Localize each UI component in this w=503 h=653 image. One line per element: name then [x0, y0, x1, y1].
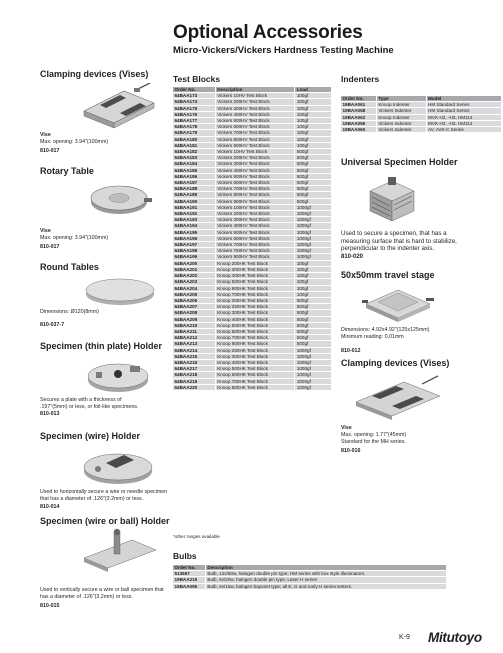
- page-number: K-9: [399, 634, 410, 641]
- table-cell: Knoop 500HK Test Block: [215, 366, 295, 372]
- table-row: [173, 372, 332, 378]
- table-cell: 64BAA212: [173, 335, 216, 341]
- table-row: [173, 192, 332, 198]
- vise-image: [80, 83, 158, 129]
- table-cell: 64BAA194: [173, 223, 216, 229]
- vises-label: Vise: [341, 425, 352, 431]
- table-cell: HM Standard Series: [426, 102, 501, 108]
- table-row: [173, 285, 332, 291]
- table-cell: Knoop 500HK Test Block: [215, 322, 295, 328]
- table-cell: AV, AVK-C Series: [426, 127, 501, 133]
- table-row: [173, 279, 332, 285]
- table-cell: Knoop 300HK Test Block: [215, 310, 295, 316]
- table-cell: 100gf: [295, 124, 332, 130]
- table-cell: 100gf: [295, 93, 332, 99]
- vises-desc: [341, 425, 406, 446]
- thin-heading: Specimen (thin plate) Holder: [40, 341, 163, 351]
- table-cell: 64BAA183: [173, 155, 216, 161]
- table-cell: 64BAA211: [173, 328, 216, 334]
- table-cell: Bulb, 6v/15w, halogen bayonet type; all E, G and early H series testers.: [205, 583, 446, 589]
- table-cell: Knoop 700HK Test Block: [215, 291, 295, 297]
- table-cell: 100gf: [295, 136, 332, 142]
- clamping-desc: [40, 132, 108, 146]
- table-cell: Knoop 600HK Test Block: [215, 372, 295, 378]
- thin-desc: [40, 397, 138, 411]
- table-cell: 64BAA202: [173, 273, 216, 279]
- table-cell: Knoop 800HK Test Block: [215, 384, 295, 390]
- table-cell: HM Standard Series: [426, 108, 501, 114]
- table-row: [173, 322, 332, 328]
- table-cell: 64BAA203: [173, 279, 216, 285]
- table-cell: 64BAA214: [173, 347, 216, 353]
- table-row: [173, 111, 332, 117]
- table-cell: Vickers 700HV Test Block: [215, 242, 295, 248]
- clamping-code: 810-017: [40, 148, 60, 154]
- table-cell: Knoop 700HK Test Block: [215, 335, 295, 341]
- table-cell: Vickers 700HV Test Block: [215, 186, 295, 192]
- stage-dimensions: Dimensions: 4.92x4.92"(125x125mm): [341, 327, 430, 333]
- table-cell: 64BAA209: [173, 316, 216, 322]
- table-cell: 64BAA192: [173, 211, 216, 217]
- table-row: [173, 353, 332, 359]
- table-cell: 500gf: [295, 180, 332, 186]
- table-row: [173, 260, 332, 266]
- table-row: [173, 229, 332, 235]
- holder-desc-line1: Used to secure a specimen, that has a: [341, 230, 447, 237]
- col-header: Description: [215, 87, 295, 93]
- table-cell: Vickers 600HV Test Block: [215, 180, 295, 186]
- table-cell: 100gf: [295, 279, 332, 285]
- table-cell: 1000gf: [295, 359, 332, 365]
- rotary-heading: Rotary Table: [40, 166, 94, 176]
- table-row: [173, 242, 332, 248]
- table-cell: Knoop Indenter: [376, 114, 426, 120]
- table-cell: 1000gf: [295, 372, 332, 378]
- table-row: [173, 291, 332, 297]
- table-cell: 64BAA186: [173, 173, 216, 179]
- travel-stage-image: [362, 282, 434, 322]
- table-cell: 500gf: [295, 304, 332, 310]
- thin-desc-line1: Secures a plate with a thickness of: [40, 397, 122, 403]
- wire-holder-image: [78, 441, 158, 487]
- table-cell: Vickers 400HV Test Block: [215, 167, 295, 173]
- table-cell: 1000gf: [295, 384, 332, 390]
- table-cell: 64BAA216: [173, 359, 216, 365]
- rotary-opening: Max. opening: 3.94"(100mm): [40, 235, 109, 241]
- ball-code: 810-015: [40, 603, 60, 609]
- table-cell: Vickers 750HV Test Block: [215, 248, 295, 254]
- table-cell: Vickers 500HV Test Block: [215, 229, 295, 235]
- rotary-table-image: [84, 178, 154, 218]
- table-cell: Knoop 600HK Test Block: [215, 285, 295, 291]
- page-subtitle: Micro-Vickers/Vickers Hardness Testing Machine: [173, 45, 394, 56]
- indenters-table: [340, 95, 502, 133]
- bulbs-heading: Bulbs: [173, 551, 197, 561]
- table-cell: 1000gf: [295, 229, 332, 235]
- table-cell: 100gf: [295, 142, 332, 148]
- rotary-label: Vise: [40, 228, 51, 234]
- table-cell: 500gf: [295, 316, 332, 322]
- table-row: [173, 366, 332, 372]
- table-row: [173, 347, 332, 353]
- table-cell: MVK-H2, -H3, HM114: [426, 120, 501, 126]
- table-cell: 64BAA198: [173, 248, 216, 254]
- table-cell: Bulb, 6v/20w, halogen double pin type; Laser H series: [205, 577, 446, 583]
- table-cell: 100gf: [295, 105, 332, 111]
- table-cell: 64BAA181: [173, 142, 216, 148]
- table-row: [173, 180, 332, 186]
- table-cell: Vickers 800HV Test Block: [215, 192, 295, 198]
- table-cell: Knoop 300HK Test Block: [215, 353, 295, 359]
- table-cell: 100gf: [295, 130, 332, 136]
- table-cell: 64BAA175: [173, 105, 216, 111]
- table-cell: 1000gf: [295, 204, 332, 210]
- table-cell: 64BAA173: [173, 93, 216, 99]
- wire-code: 810-014: [40, 504, 60, 510]
- table-cell: 500gf: [295, 328, 332, 334]
- stage-desc: [341, 327, 429, 341]
- table-cell: Bulb, 12v/50w, halogen double pin type; HM series with box style illuminators.: [205, 571, 446, 577]
- table-row: [173, 273, 332, 279]
- table-cell: 100gf: [295, 285, 332, 291]
- table-cell: Vickers Indenter: [376, 127, 426, 133]
- table-row: [173, 211, 332, 217]
- vises-standard: Standard for the MH series.: [341, 439, 406, 445]
- table-cell: 500gf: [295, 198, 332, 204]
- table-row: [173, 173, 332, 179]
- table-row: [173, 99, 332, 105]
- stage-code: 810-012: [341, 348, 361, 354]
- table-cell: Knoop 500HK Test Block: [215, 279, 295, 285]
- table-row: [173, 248, 332, 254]
- table-cell: Vickers 300HV Test Block: [215, 105, 295, 111]
- table-cell: 100gf: [295, 260, 332, 266]
- table-cell: 64BAA219: [173, 378, 216, 384]
- holder-code: 810-020: [341, 254, 364, 260]
- table-row: [173, 297, 332, 303]
- table-cell: Knoop 400HK Test Block: [215, 273, 295, 279]
- indenters-heading: Indenters: [341, 74, 380, 84]
- table-cell: Knoop 400HK Test Block: [215, 359, 295, 365]
- table-cell: Knoop 250HK Test Block: [215, 347, 295, 353]
- table-row: [173, 130, 332, 136]
- thin-plate-holder-image: [82, 354, 154, 396]
- table-cell: 500gf: [295, 186, 332, 192]
- table-row: [173, 341, 332, 347]
- col-header: Type: [376, 96, 426, 102]
- wire-heading: Specimen (wire) Holder: [40, 431, 141, 441]
- table-row: [173, 186, 332, 192]
- thin-desc-line2: .197"(5mm) or less, or foil-like specimens.: [40, 404, 139, 410]
- mitutoyo-logo: Mitutoyo: [428, 630, 482, 645]
- table-row: [173, 384, 332, 390]
- table-cell: 64BAA197: [173, 242, 216, 248]
- table-cell: 64BAA196: [173, 235, 216, 241]
- table-cell: Vickers Indenter: [376, 108, 426, 114]
- test-blocks-table: [172, 86, 332, 391]
- table-row: [173, 328, 332, 334]
- table-cell: Vickers 400HV Test Block: [215, 111, 295, 117]
- table-cell: Knoop 200HK Test Block: [215, 260, 295, 266]
- holder-desc: [341, 230, 457, 253]
- ball-desc-line2: has a diameter of .126"(3.2mm) or less.: [40, 594, 133, 600]
- table-cell: 64BAA205: [173, 291, 216, 297]
- table-row: [173, 198, 332, 204]
- table-cell: 64BAA199: [173, 254, 216, 260]
- table-cell: Vickers 200HV Test Block: [215, 155, 295, 161]
- thin-code: 810-013: [40, 411, 60, 417]
- col-header: Load: [295, 87, 332, 93]
- table-cell: 64BAA174: [173, 99, 216, 105]
- table-cell: 500gf: [295, 341, 332, 347]
- vise-small-image: [352, 372, 444, 420]
- table-cell: 19BAA062: [341, 114, 377, 120]
- vises-code: 810-016: [341, 448, 361, 454]
- wire-desc: [40, 489, 167, 503]
- table-cell: 19BAA219: [173, 577, 206, 583]
- table-cell: 64BAA204: [173, 285, 216, 291]
- table-cell: Knoop 200HK Test Block: [215, 297, 295, 303]
- table-row: [173, 217, 332, 223]
- table-row: [173, 316, 332, 322]
- table-cell: 64BAA213: [173, 341, 216, 347]
- test-blocks-heading: Test Blocks: [173, 74, 221, 84]
- table-cell: Vickers 10HV Test Block: [215, 149, 295, 155]
- table-cell: 64BAA191: [173, 204, 216, 210]
- table-cell: 1000gf: [295, 217, 332, 223]
- table-cell: 100gf: [295, 273, 332, 279]
- table-row: [173, 167, 332, 173]
- table-row: [173, 223, 332, 229]
- wire-desc-line2: that has a diameter of .126"(3.2mm) or less.: [40, 496, 144, 502]
- table-row: [173, 310, 332, 316]
- table-row: [173, 304, 332, 310]
- table-row: [173, 254, 332, 260]
- table-row: [341, 127, 502, 133]
- rotary-code: 810-017: [40, 244, 60, 250]
- wire-desc-line1: Used to horizontally secure a wire or needle specimen: [40, 489, 168, 495]
- table-cell: Knoop 400HK Test Block: [215, 316, 295, 322]
- table-cell: 64BAA193: [173, 217, 216, 223]
- table-cell: 64BAA210: [173, 322, 216, 328]
- table-row: [173, 136, 332, 142]
- table-cell: 1000gf: [295, 353, 332, 359]
- table-cell: 64BAA177: [173, 118, 216, 124]
- table-row: [173, 155, 332, 161]
- table-row: [173, 359, 332, 365]
- table-cell: MVK-H2, -H3, HM114: [426, 114, 501, 120]
- table-cell: 100gf: [295, 118, 332, 124]
- table-cell: 64BAA215: [173, 353, 216, 359]
- table-cell: 64BAA179: [173, 130, 216, 136]
- table-cell: 500gf: [295, 155, 332, 161]
- table-cell: 64BAA188: [173, 186, 216, 192]
- table-row: [173, 266, 332, 272]
- table-cell: 64BAA218: [173, 372, 216, 378]
- ball-desc: [40, 587, 164, 601]
- table-cell: Vickers 900HV Test Block: [215, 254, 295, 260]
- table-cell: 500gf: [295, 149, 332, 155]
- table-cell: 500gf: [295, 297, 332, 303]
- table-cell: 19BAA061: [341, 102, 377, 108]
- table-cell: 64BAA195: [173, 229, 216, 235]
- table-cell: Knoop 600HK Test Block: [215, 328, 295, 334]
- table-cell: 64BAA184: [173, 161, 216, 167]
- table-cell: 100gf: [295, 266, 332, 272]
- ball-holder-image: [80, 528, 160, 572]
- table-cell: 1000gf: [295, 235, 332, 241]
- holder-heading: Universal Specimen Holder: [341, 157, 458, 167]
- rotary-desc: [40, 228, 108, 242]
- clamping-opening: Max. opening: 3.94"(100mm): [40, 139, 109, 145]
- table-cell: 100gf: [295, 99, 332, 105]
- table-cell: 64BAA182: [173, 149, 216, 155]
- table-cell: Vickers 100HV Test Block: [215, 204, 295, 210]
- table-cell: Vickers 10HV Test Block: [215, 93, 295, 99]
- table-cell: Vickers 600HV Test Block: [215, 235, 295, 241]
- table-cell: 1000gf: [295, 366, 332, 372]
- table-row: [173, 93, 332, 99]
- table-row: [173, 149, 332, 155]
- table-row: [173, 142, 332, 148]
- vises-opening: Max. opening: 1.77"(45mm): [341, 432, 407, 438]
- table-cell: 500gf: [295, 192, 332, 198]
- table-row: [173, 105, 332, 111]
- table-cell: 64BAA208: [173, 310, 216, 316]
- test-blocks-footnote: *other ranges available: [173, 534, 220, 539]
- table-cell: 500gf: [295, 173, 332, 179]
- stage-reading: Minimum reading: 0.01mm: [341, 334, 404, 340]
- ball-desc-line1: Used to vertically secure a wire or ball specimen that: [40, 587, 164, 593]
- table-cell: 1000gf: [295, 211, 332, 217]
- clamping-label: Vise: [40, 132, 51, 138]
- table-cell: Vickers 900HV Test Block: [215, 142, 295, 148]
- page-header: [173, 22, 394, 56]
- table-cell: Knoop 800HK Test Block: [215, 341, 295, 347]
- table-cell: 64BAA201: [173, 266, 216, 272]
- table-cell: 64BAA185: [173, 167, 216, 173]
- table-cell: 1000gf: [295, 248, 332, 254]
- table-cell: 100gf: [295, 111, 332, 117]
- table-row: [173, 161, 332, 167]
- table-row: [173, 124, 332, 130]
- table-cell: 64BAA190: [173, 198, 216, 204]
- table-cell: Vickers 500HV Test Block: [215, 173, 295, 179]
- table-row: [173, 235, 332, 241]
- table-cell: 19BAA058: [341, 108, 377, 114]
- stage-heading: 50x50mm travel stage: [341, 270, 435, 280]
- table-cell: 64BAA180: [173, 136, 216, 142]
- table-cell: 1000gf: [295, 223, 332, 229]
- table-cell: 500gf: [295, 161, 332, 167]
- table-row: [173, 335, 332, 341]
- round-desc: Dimensions: Ø120(8mm): [40, 309, 99, 315]
- table-row: [173, 204, 332, 210]
- table-cell: 1000gf: [295, 242, 332, 248]
- col-header: Order No.: [341, 96, 377, 102]
- universal-holder-image: [368, 177, 416, 223]
- table-cell: 64BAA220: [173, 384, 216, 390]
- table-cell: Vickers 200HV Test Block: [215, 211, 295, 217]
- table-cell: Knoop 700HK Test Block: [215, 378, 295, 384]
- table-cell: Vickers 900HV Test Block: [215, 198, 295, 204]
- table-cell: Vickers 700HV Test Block: [215, 130, 295, 136]
- table-cell: 1000gf: [295, 378, 332, 384]
- table-row: [173, 583, 447, 589]
- table-cell: 64BAA187: [173, 180, 216, 186]
- table-cell: 500gf: [295, 167, 332, 173]
- table-cell: 64BAA176: [173, 111, 216, 117]
- table-cell: 64BAA200: [173, 260, 216, 266]
- table-cell: 19BAA060: [341, 127, 377, 133]
- table-cell: Vickers 400HV Test Block: [215, 223, 295, 229]
- col-header: Description: [205, 565, 446, 571]
- table-cell: 64BAA217: [173, 366, 216, 372]
- table-cell: Vickers 300HV Test Block: [215, 161, 295, 167]
- col-header: Model: [426, 96, 501, 102]
- table-cell: 64BAA206: [173, 297, 216, 303]
- table-cell: 64BAA207: [173, 304, 216, 310]
- table-cell: Knoop Indenter: [376, 102, 426, 108]
- table-cell: Vickers 500HV Test Block: [215, 118, 295, 124]
- table-row: [173, 378, 332, 384]
- round-heading: Round Tables: [40, 262, 99, 272]
- table-cell: 19BAA059: [341, 120, 377, 126]
- holder-desc-line3: perpendicular to the indenter axis.: [341, 245, 435, 253]
- table-cell: 500gf: [295, 310, 332, 316]
- clamping-heading: Clamping devices (Vises): [40, 69, 149, 79]
- table-cell: Vickers Indenter: [376, 120, 426, 126]
- table-cell: Knoop 250HK Test Block: [215, 304, 295, 310]
- vises-heading: Clamping devices (Vises): [341, 358, 450, 368]
- table-cell: 500gf: [295, 335, 332, 341]
- round-table-image: [82, 275, 158, 309]
- holder-desc-line2: measuring surface that is hard to stabilize,: [341, 237, 457, 245]
- bulbs-table: [172, 564, 447, 590]
- table-cell: 19BAA095: [173, 583, 206, 589]
- table-cell: Vickers 200HV Test Block: [215, 99, 295, 105]
- table-cell: 64BAA178: [173, 124, 216, 130]
- col-header: Order No.: [173, 565, 206, 571]
- round-code: 810-037-7: [40, 322, 65, 328]
- table-cell: Knoop 300HK Test Block: [215, 266, 295, 272]
- table-cell: 513667: [173, 571, 206, 577]
- table-cell: 100gf: [295, 291, 332, 297]
- table-cell: Vickers 800HV Test Block: [215, 136, 295, 142]
- ball-heading: Specimen (wire or ball) Holder: [40, 516, 170, 526]
- table-cell: 1000gf: [295, 254, 332, 260]
- table-cell: 64BAA189: [173, 192, 216, 198]
- table-cell: Vickers 300HV Test Block: [215, 217, 295, 223]
- col-header: Order No.: [173, 87, 216, 93]
- table-row: [173, 118, 332, 124]
- table-cell: 1000gf: [295, 347, 332, 353]
- page-title: Optional Accessories: [173, 22, 363, 43]
- table-cell: Vickers 600HV Test Block: [215, 124, 295, 130]
- table-cell: 500gf: [295, 322, 332, 328]
